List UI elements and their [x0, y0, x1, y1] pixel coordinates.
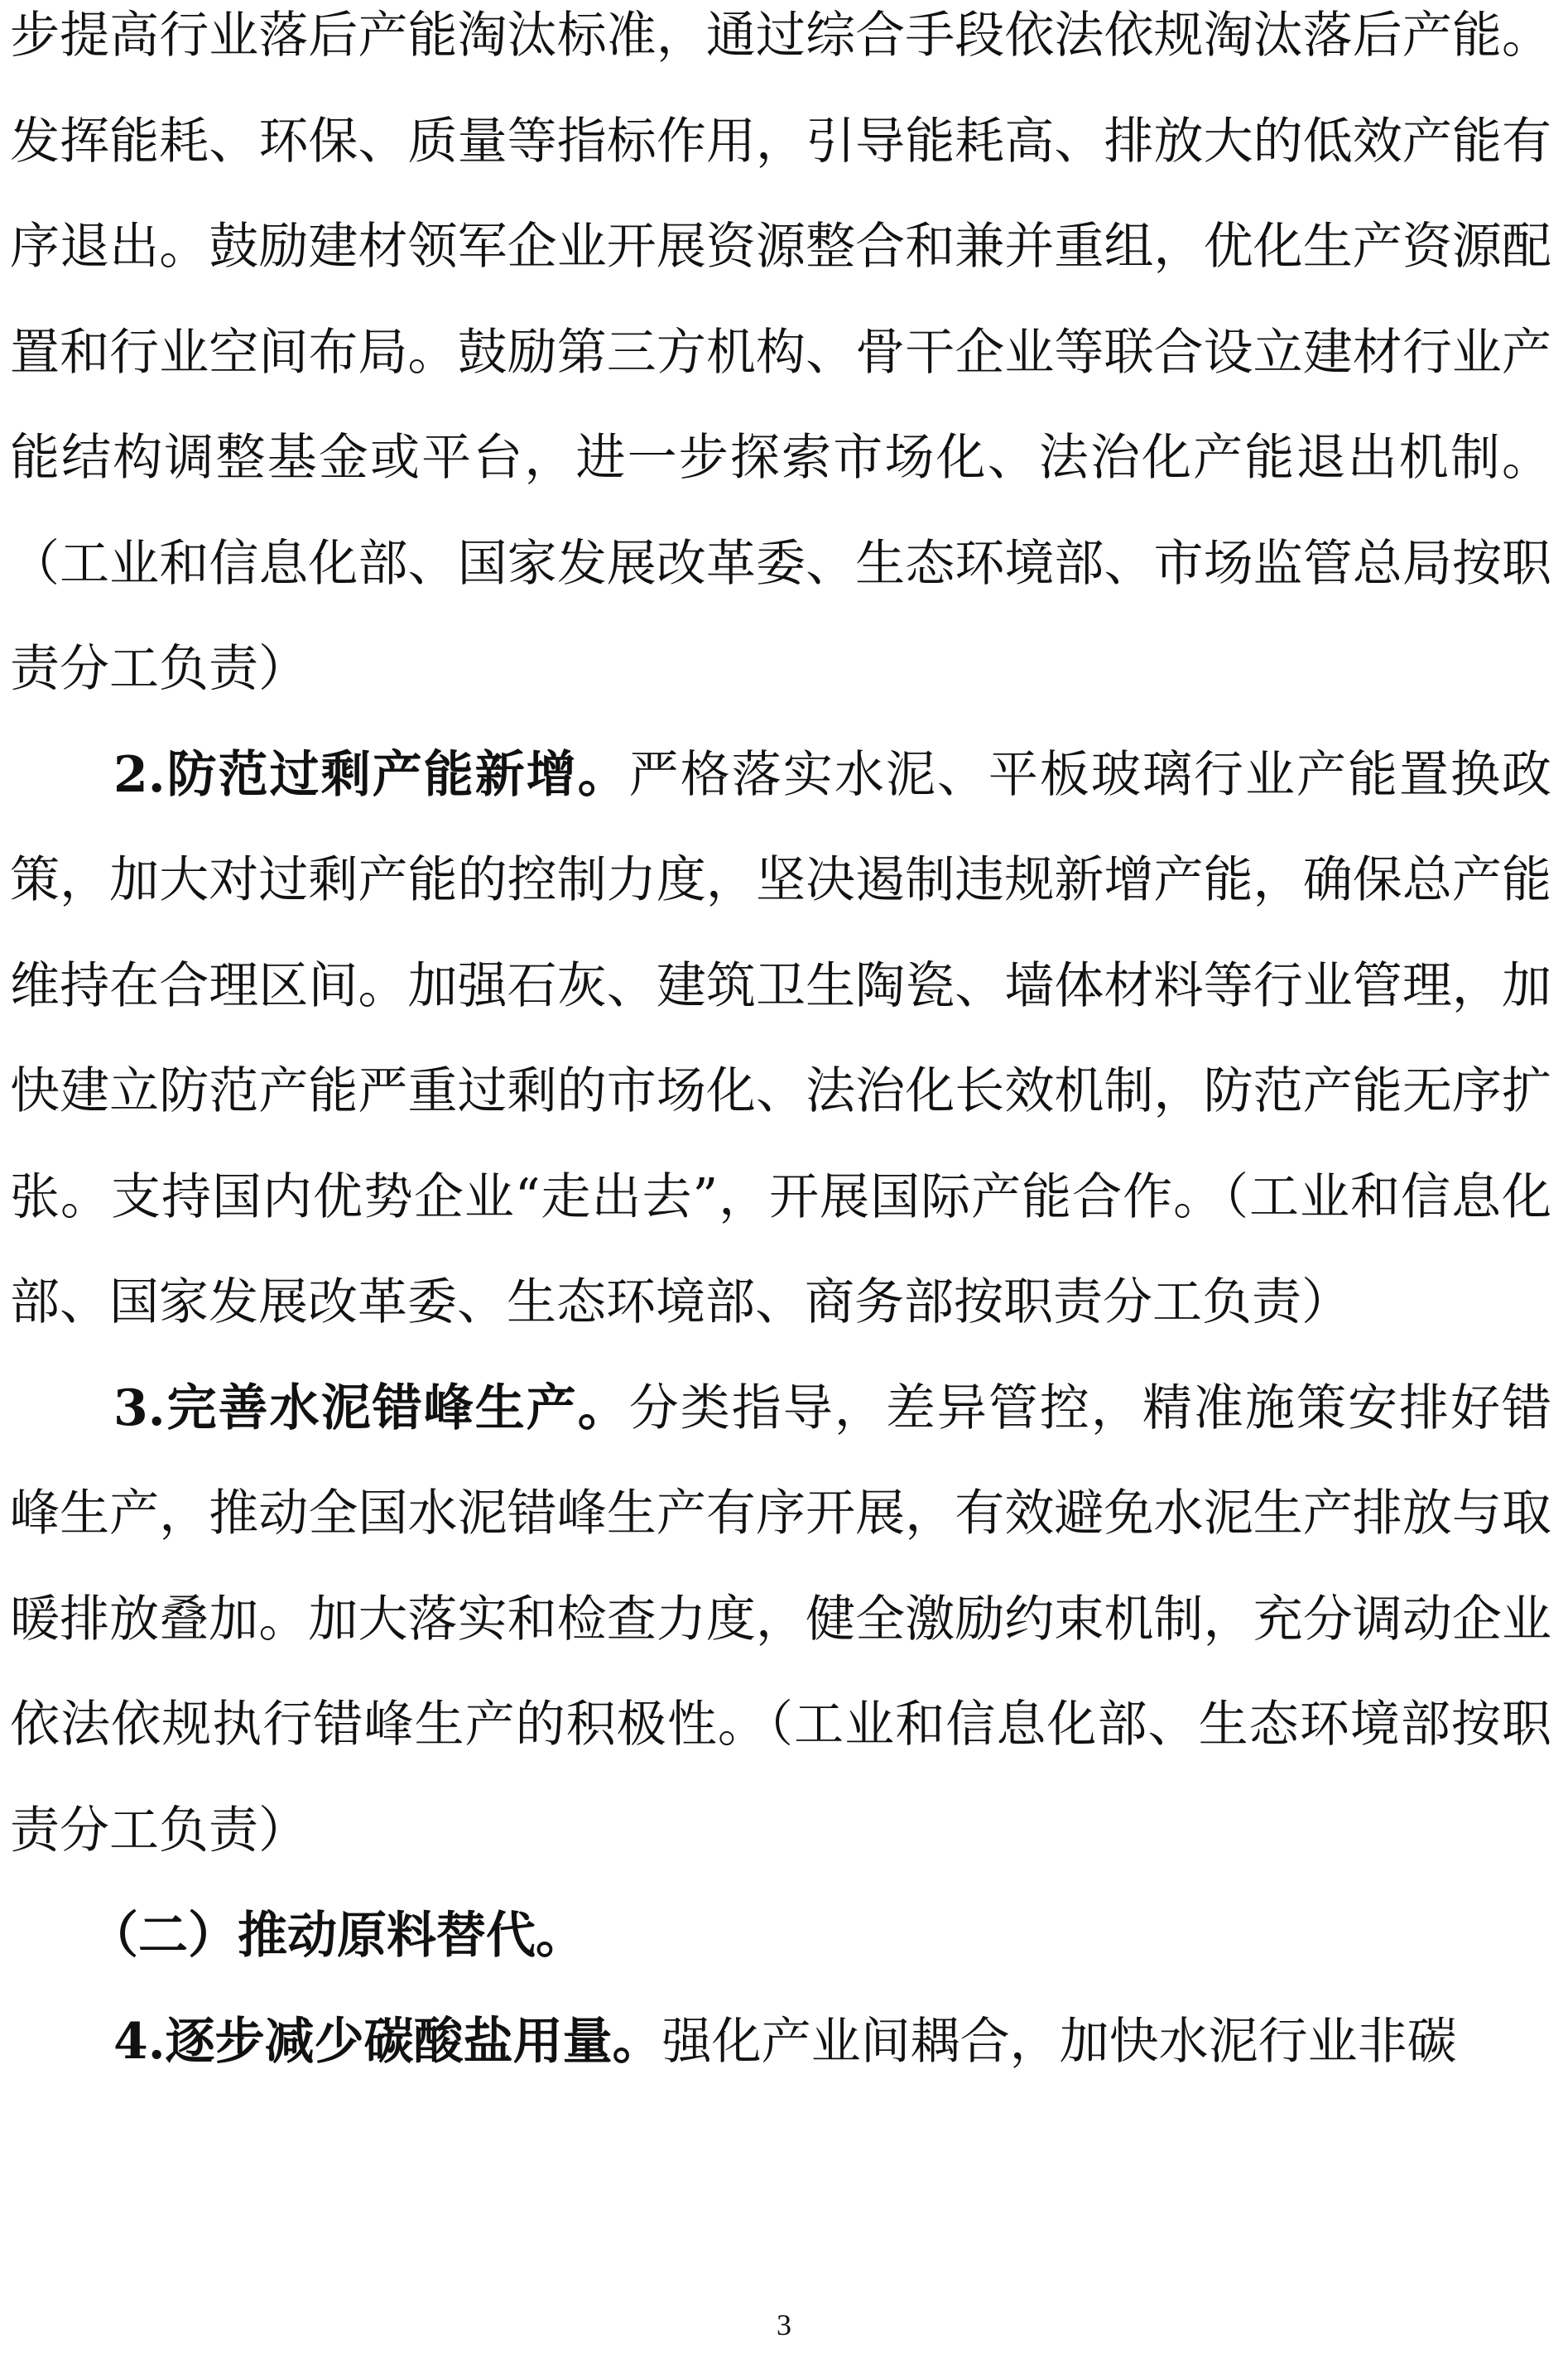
section-heading-text: （二）推动原料替代。: [89, 1907, 585, 1965]
paragraph-text: 强化产业间耦合，加快水泥行业非碳: [661, 2012, 1457, 2071]
paragraph-reduce-carbonate: [10, 1990, 1551, 2096]
document-body: [10, 0, 1551, 2095]
paragraph-heading: 4.逐步减少碳酸盐用量。: [113, 2012, 662, 2071]
paragraph-heading: 2.防范过剩产能新增。: [113, 745, 629, 804]
paragraph-text: 分类指导，差异管控，精准施策安排好错峰生产，推动全国水泥错峰生产有序开展，有效避免水泥生产排放与取暖排放叠加。加大落实和检查力度，健全激励约束机制，充分调动企业依法依规执行错峰生产的积极性。（工业和信息化部、生态环境部按职责分工负责）: [10, 1379, 1552, 1860]
paragraph-heading: 3.完善水泥错峰生产。: [113, 1379, 629, 1437]
paragraph-text: 步提高行业落后产能淘汰标准，通过综合手段依法依规淘汰落后产能。发挥能耗、环保、质量等指标作用，引导能耗高、排放大的低效产能有序退出。鼓励建材领军企业开展资源整合和兼并重组，优化生产资源配置和行业空间布局。鼓励第三方机构、骨干企业等联合设立建材行业产能结构调整基金或平台，进一步探索市场化、法治化产能退出机制。（工业和信息化部、国家发展改革委、生态环境部、市场监管总局按职责分工负责）: [10, 7, 1551, 698]
section-heading: [10, 1884, 1551, 1990]
page-number: 3: [777, 2308, 791, 2341]
paragraph-text: 严格落实水泥、平板玻璃行业产能置换政策，加大对过剩产能的控制力度，坚决遏制违规新增产能，确保总产能维持在合理区间。加强石灰、建筑卫生陶瓷、墙体材料等行业管理，加快建立防范产能严重过剩的市场化、法治化长效机制，防范产能无序扩张。支持国内优势企业“走出去”，开展国际产能合作。（工业和信息化部、国家发展改革委、生态环境部、商务部按职责分工负责）: [10, 745, 1552, 1331]
paragraph-continued: [10, 0, 1551, 723]
paragraph-cement-staggered-production: [10, 1356, 1551, 1884]
paragraph-prevent-overcapacity: [10, 723, 1551, 1356]
